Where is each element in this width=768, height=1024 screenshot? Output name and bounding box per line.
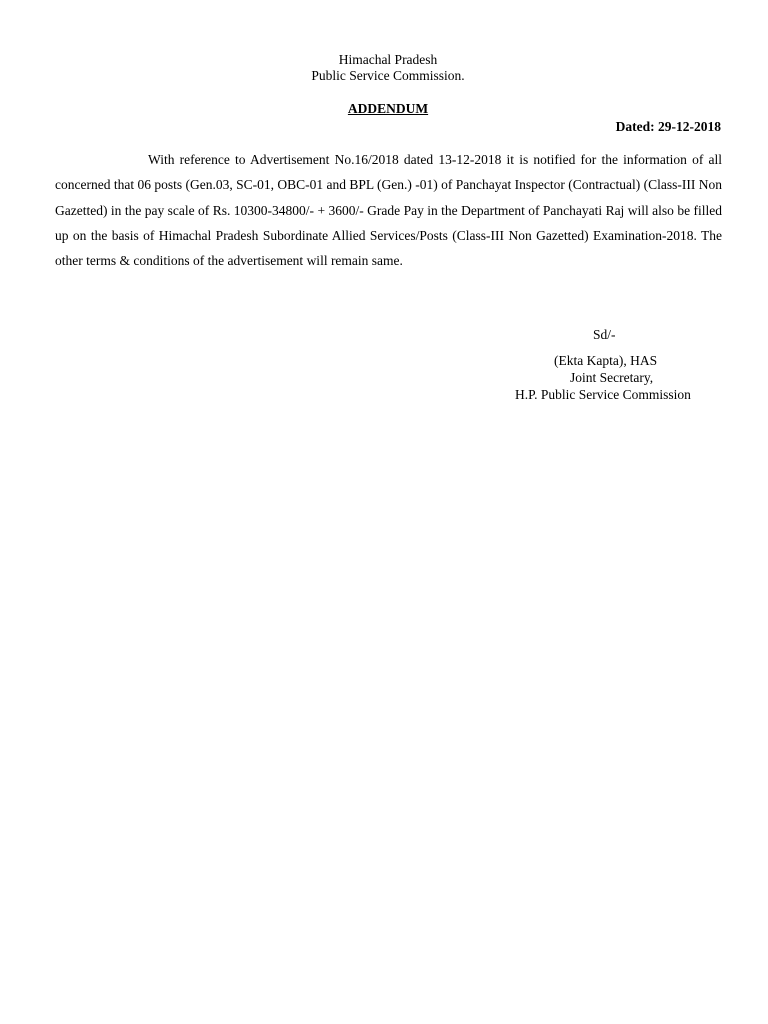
date-line: Dated: 29-12-2018: [615, 119, 721, 134]
signatory-organization: H.P. Public Service Commission: [515, 387, 691, 402]
body-paragraph: With reference to Advertisement No.16/2018 dated 13-12-2018 it is notified for the information of all concerned that 06 posts (Gen.03, SC-01, OBC-01 and BPL (Gen.) -01) of Panchayat Inspector (Contractual) (Class-III Non Gazetted) in the pay scale of Rs. 10300-34800/- + 3600/- Grade Pay in the Department of Panchayati Raj will also be filled up on the basis of Himachal Pradesh Subordinate Allied Services/Posts (Class-III Non Gazetted) Examination-2018. The other terms & conditions of the advertisement will remain same.: [55, 152, 722, 269]
org-name-line-2: Public Service Commission.: [311, 68, 465, 83]
signature-sd: Sd/-: [593, 327, 616, 342]
signatory-name: (Ekta Kapta), HAS: [554, 353, 658, 368]
signatory-title: Joint Secretary,: [570, 370, 654, 385]
org-name-line-1: Himachal Pradesh: [338, 52, 438, 67]
document-heading: ADDENDUM: [347, 101, 429, 116]
